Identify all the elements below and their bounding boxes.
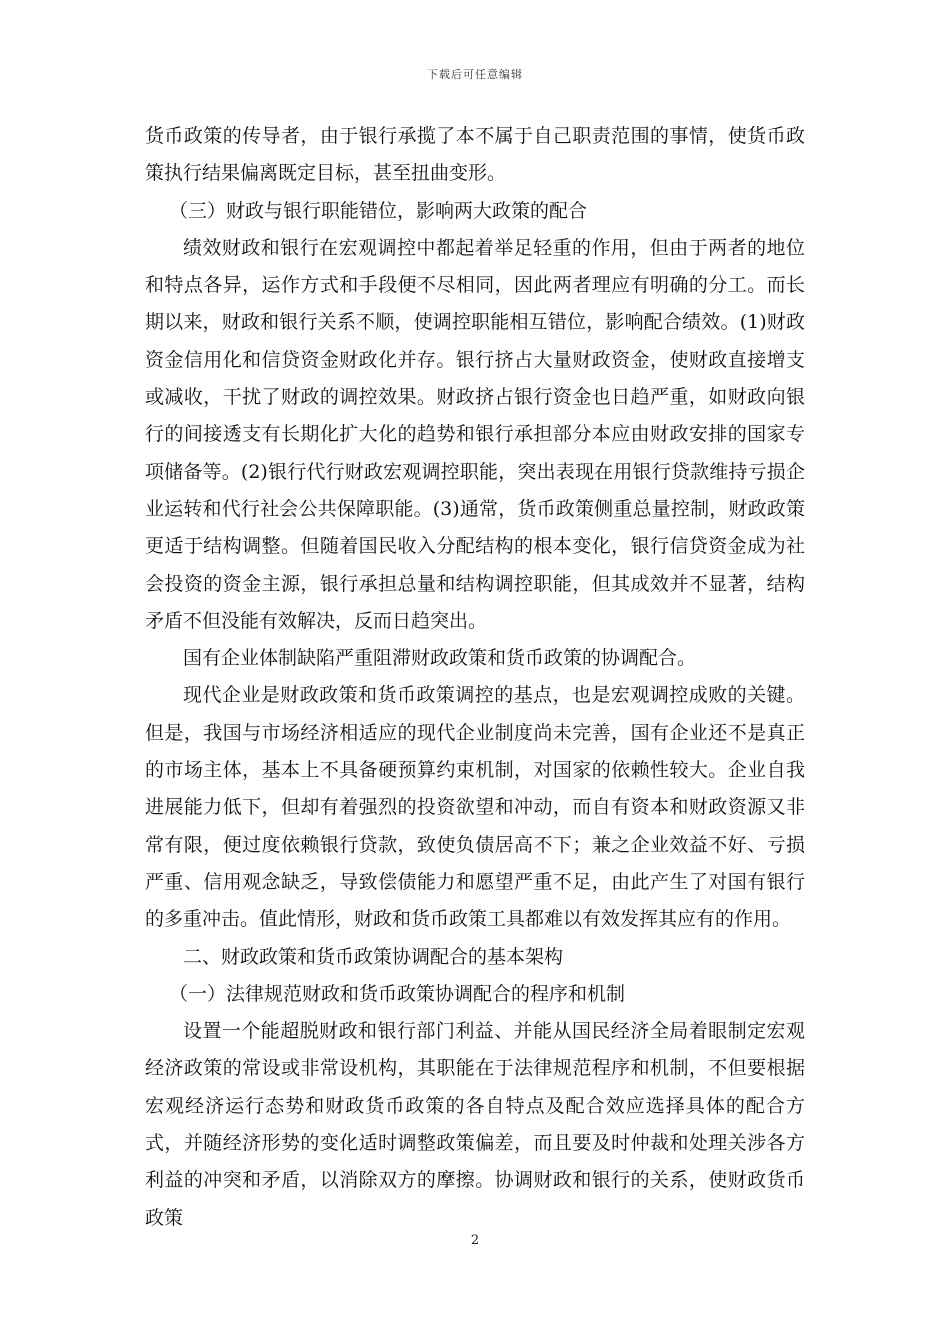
paragraph-modern-enterprise: 现代企业是财政政策和货币政策调控的基点，也是宏观调控成败的关键。但是，我国与市场经济相适应的现代企业制度尚未完善，国有企业还不是真正的市场主体，基本上不具备硬预算约束机制，对国家的依赖性较大。企业自我进展能力低下，但却有着强烈的投资欲望和冲动，而自有资本和财政资源又非常有限，便过度依赖银行贷款，致使负债居高不下；兼之企业效益不好、亏损严重、信用观念缺乏，导致偿债能力和愿望严重不足，由此产生了对国有银行的多重冲击。值此情形，财政和货币政策工具都难以有效发挥其应有的作用。 — [145, 684, 805, 931]
page-number: 2 — [470, 1233, 480, 1248]
page-header: 下载后可任意编辑 — [427, 68, 523, 81]
paragraph-continuation: 货币政策的传导者，由于银行承揽了本不属于自己职责范围的事情，使货币政策执行结果偏离既定目标，甚至扭曲变形。 — [145, 125, 805, 185]
subsection-heading-1: （一）法律规范财政和货币政策协调配合的程序和机制 — [169, 982, 626, 1005]
section-heading-3: （三）财政与银行职能错位，影响两大政策的配合 — [169, 199, 588, 222]
paragraph-institution: 设置一个能超脱财政和银行部门利益、并能从国民经济全局着眼制定宏观经济政策的常设或非常设机构，其职能在于法律规范程序和机制，不但要根据宏观经济运行态势和财政货币政策的各自特点及配合效应选择具体的配合方式，并随经济形势的变化适时调整政策偏差，而且要及时仲裁和处理关涉各方利益的冲突和矛盾，以消除双方的摩擦。协调财政和银行的关系，使财政货币政策 — [145, 1020, 805, 1229]
paragraph-fiscal-bank: 绩效财政和银行在宏观调控中都起着举足轻重的作用，但由于两者的地位和特点各异，运作方式和手段便不尽相同，因此两者理应有明确的分工。而长期以来，财政和银行关系不顺，使调控职能相互错位，影响配合绩效。(1)财政资金信用化和信贷资金财政化并存。银行挤占大量财政资金，使财政直接增支或减收，干扰了财政的调控效果。财政挤占银行资金也日趋严重，如财政向银行的间接透支有长期化扩大化的趋势和银行承担部分本应由财政安排的国家专项储备等。(2)银行代行财政宏观调控职能，突出表现在用银行贷款维持亏损企业运转和代行社会公共保障职能。(3)通常，货币政策侧重总量控制，财政政策更适于结构调整。但随着国民收入分配结构的根本变化，银行信贷资金成为社会投资的资金主源，银行承担总量和结构调控职能，但其成效并不显著，结构矛盾不但没能有效解决，反而日趋突出。 — [145, 236, 805, 632]
document-body — [145, 118, 805, 1237]
paragraph-soe-heading: 国有企业体制缺陷严重阻滞财政政策和货币政策的协调配合。 — [183, 647, 697, 670]
section-heading-2: 二、财政政策和货币政策协调配合的基本架构 — [183, 945, 564, 968]
